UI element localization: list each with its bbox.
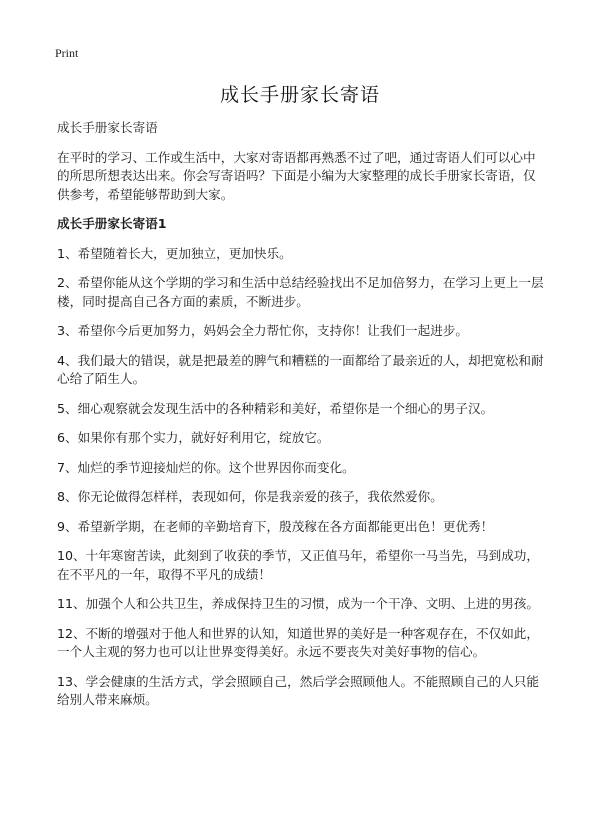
list-item: 10、十年寒窗苦读，此刻到了收获的季节，又正值马年，希望你一马当先，马到成功，在不平凡的一年，取得不平凡的成绩！ (57, 548, 539, 582)
list-item: 12、不断的增强对于他人和世界的认知，知道世界的美好是一种客观存在，不仅如此，一个人主观的努力也可以让世界变得美好。永远不要丧失对美好事物的信心。 (57, 625, 539, 659)
list-item: 4、我们最大的错误，就是把最差的脾气和糟糕的一面都给了最亲近的人，却把宽松和耐心给了陌生人。 (57, 352, 544, 386)
document-body (57, 119, 547, 721)
list-item: 13、学会健康的生活方式，学会照顾自己，然后学会照顾他人。不能照顾自己的人只能给别人带来麻烦。 (57, 673, 539, 707)
page-title: 成长手册家长寄语 (219, 84, 380, 106)
intro-paragraph: 在平时的学习、工作或生活中，大家对寄语都再熟悉不过了吧，通过寄语人们可以心中的所思所想表达出来。你会写寄语吗？下面是小编为大家整理的成长手册家长寄语，仅供参考，希望能够帮助到大家。 (57, 149, 536, 202)
list-item: 5、细心观察就会发现生活中的各种精彩和美好，希望你是一个细心的男子汉。 (57, 400, 494, 416)
list-item: 3、希望你今后更加努力，妈妈会全力帮忙你，支持你！让我们一起进步。 (57, 323, 469, 338)
list-item: 11、加强个人和公共卫生，养成保持卫生的习惯，成为一个干净、文明、上进的男孩。 (57, 596, 539, 611)
list-item: 6、如果你有那个实力，就好好利用它，绽放它。 (57, 430, 330, 445)
list-item: 8、你无论做得怎样样，表现如何，你是我亲爱的孩子，我依然爱你。 (57, 489, 443, 504)
list-item: 1、希望随着长大，更加独立，更加快乐。 (57, 245, 292, 261)
list-item: 7、灿烂的季节迎接灿烂的你。这个世界因你而变化。 (57, 459, 355, 475)
list-item: 2、希望你能从这个学期的学习和生活中总结经验找出不足加倍努力，在学习上更上一层楼，同时提高自己各方面的素质，不断进步。 (57, 275, 544, 309)
list-item: 9、希望新学期，在老师的辛勤培育下，殷茂稼在各方面都能更出色！更优秀！ (57, 518, 494, 534)
print-label: Print (55, 46, 79, 60)
document-subtitle: 成长手册家长寄语 (57, 120, 158, 135)
section-heading: 成长手册家长寄语1 (57, 216, 167, 231)
